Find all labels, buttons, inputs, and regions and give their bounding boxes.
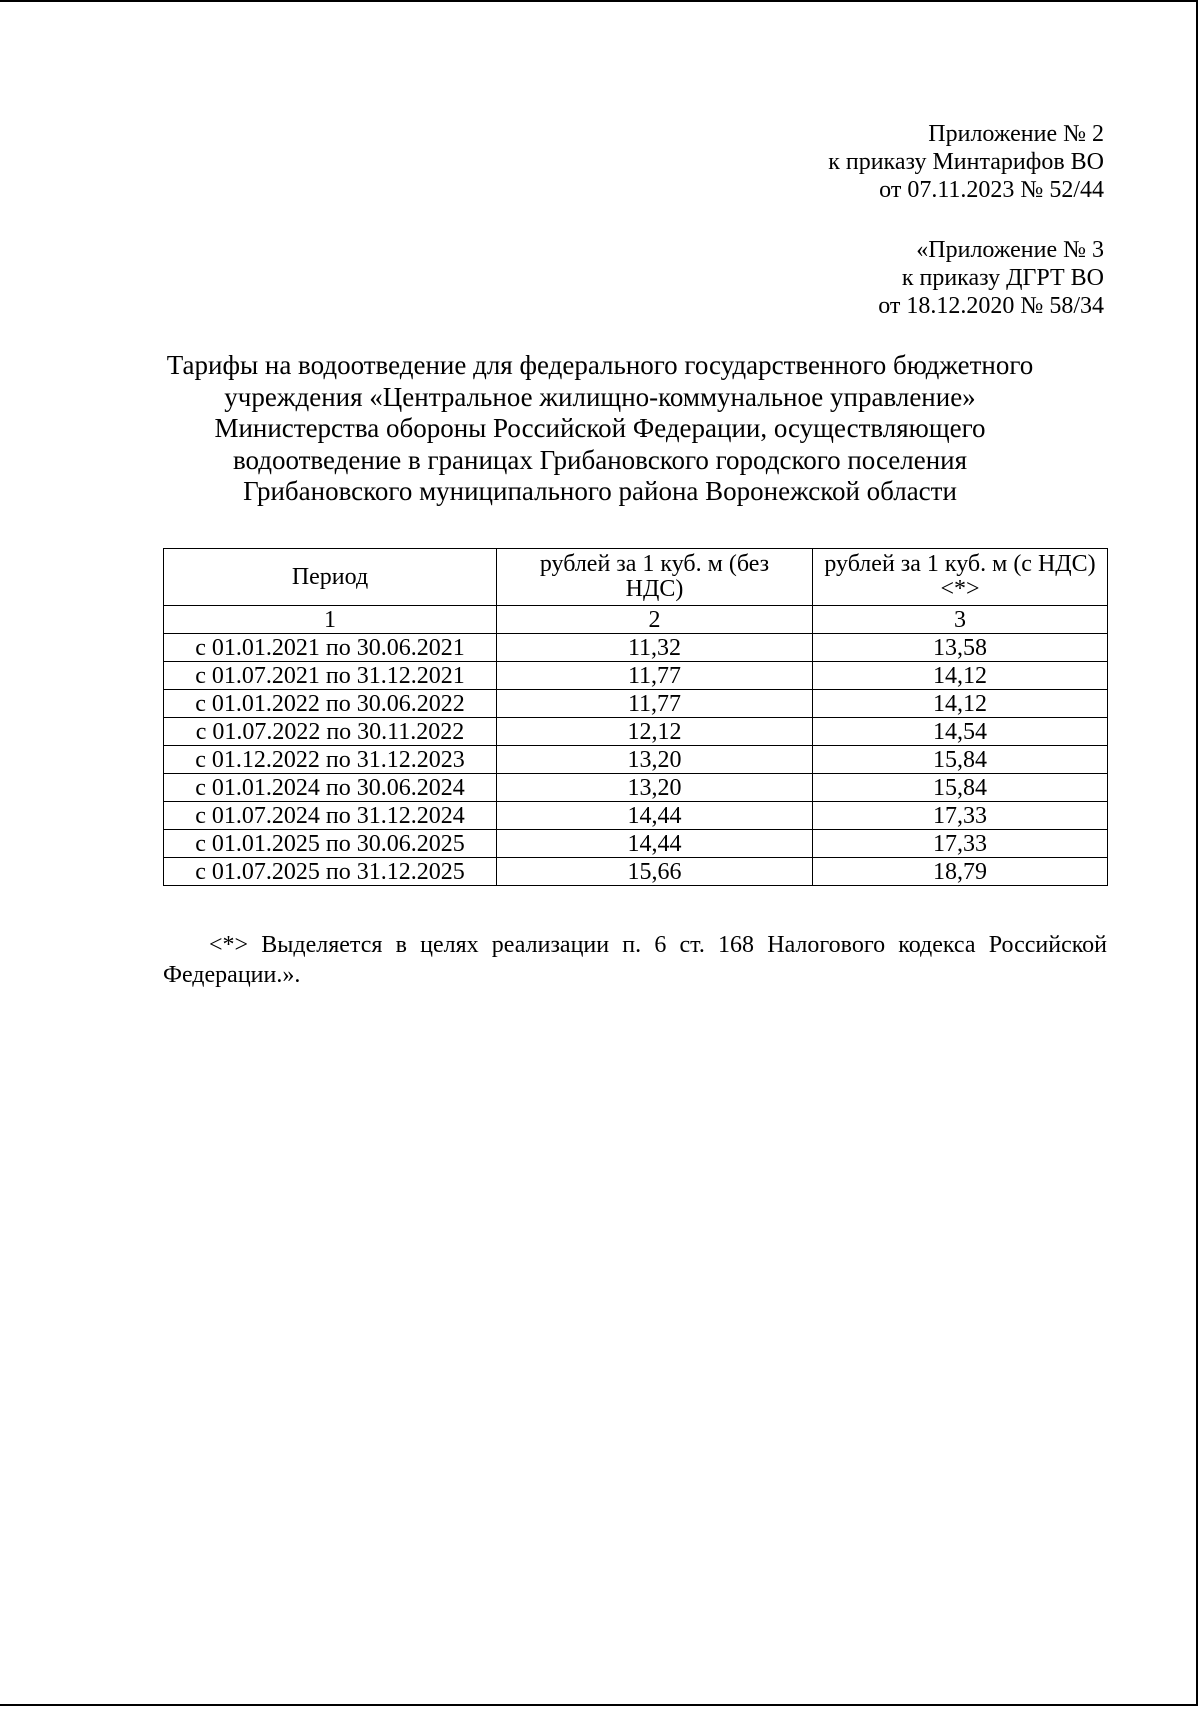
period-cell: с 01.01.2021 по 30.06.2021 xyxy=(164,634,497,662)
title-line: водоотведение в границах Грибановского городского поселения xyxy=(232,444,968,475)
price-with-vat-cell: 14,12 xyxy=(813,690,1108,718)
table-row xyxy=(164,830,1108,858)
price-with-vat-cell: 14,12 xyxy=(813,662,1108,690)
appendix-number: «Приложение № 3 xyxy=(916,237,1104,263)
title-line: Грибановского муниципального района Воронежской области xyxy=(243,476,957,506)
table-row xyxy=(164,774,1108,802)
period-cell: с 01.01.2022 по 30.06.2022 xyxy=(164,690,497,718)
table-row xyxy=(164,858,1108,886)
period-cell: с 01.07.2025 по 31.12.2025 xyxy=(164,858,497,886)
appendix-order-date: от 18.12.2020 № 58/34 xyxy=(878,293,1104,319)
table-row xyxy=(164,746,1108,774)
period-cell: с 01.01.2025 по 30.06.2025 xyxy=(164,830,497,858)
header-price-with-vat: рублей за 1 куб. м (с НДС) <*> xyxy=(813,549,1108,606)
price-no-vat-cell: 11,32 xyxy=(497,634,813,662)
period-cell: с 01.12.2022 по 31.12.2023 xyxy=(164,746,497,774)
price-no-vat-cell: 11,77 xyxy=(497,690,813,718)
price-with-vat-cell: 17,33 xyxy=(813,802,1108,830)
price-with-vat-cell: 17,33 xyxy=(813,830,1108,858)
tariff-table xyxy=(163,548,1108,886)
price-with-vat-cell: 15,84 xyxy=(813,746,1108,774)
price-with-vat-cell: 18,79 xyxy=(813,858,1108,886)
price-with-vat-cell: 15,84 xyxy=(813,774,1108,802)
column-number: 3 xyxy=(813,606,1108,634)
table-row xyxy=(164,690,1108,718)
price-no-vat-cell: 13,20 xyxy=(497,746,813,774)
header-period: Период xyxy=(164,549,497,606)
price-no-vat-cell: 14,44 xyxy=(497,802,813,830)
appendix-header-previous xyxy=(878,236,1104,320)
title-line: Тарифы на водоотведение для федерального государственного бюджетного xyxy=(166,350,1034,380)
table-row xyxy=(164,662,1108,690)
title-line: Министерства обороны Российской Федерации, осуществляющего xyxy=(214,413,986,443)
price-with-vat-cell: 14,54 xyxy=(813,718,1108,746)
header-price-no-vat: рублей за 1 куб. м (без НДС) xyxy=(497,549,813,606)
document-title xyxy=(130,350,1070,508)
table-row xyxy=(164,802,1108,830)
appendix-number: Приложение № 2 xyxy=(928,121,1104,147)
price-no-vat-cell: 12,12 xyxy=(497,718,813,746)
period-cell: с 01.07.2021 по 31.12.2021 xyxy=(164,662,497,690)
table-header-row xyxy=(164,549,1108,606)
price-no-vat-cell: 11,77 xyxy=(497,662,813,690)
appendix-order-ref: к приказу ДГРТ ВО xyxy=(901,265,1104,291)
price-no-vat-cell: 13,20 xyxy=(497,774,813,802)
period-cell: с 01.07.2024 по 31.12.2024 xyxy=(164,802,497,830)
period-cell: с 01.07.2022 по 30.11.2022 xyxy=(164,718,497,746)
table-row xyxy=(164,634,1108,662)
table-row xyxy=(164,718,1108,746)
period-cell: с 01.01.2024 по 30.06.2024 xyxy=(164,774,497,802)
column-number-row xyxy=(164,606,1108,634)
price-no-vat-cell: 14,44 xyxy=(497,830,813,858)
price-no-vat-cell: 15,66 xyxy=(497,858,813,886)
price-with-vat-cell: 13,58 xyxy=(813,634,1108,662)
appendix-order-ref: к приказу Минтарифов ВО xyxy=(828,149,1104,175)
column-number: 2 xyxy=(497,606,813,634)
vat-footnote: <*> Выделяется в целях реализации п. 6 ст. 168 Налогового кодекса Российской Федерации.». xyxy=(163,932,1107,988)
appendix-header-current xyxy=(828,120,1104,204)
title-line: учреждения «Центральное жилищно-коммунальное управление» xyxy=(224,381,976,412)
column-number: 1 xyxy=(164,606,497,634)
appendix-order-date: от 07.11.2023 № 52/44 xyxy=(879,177,1104,203)
